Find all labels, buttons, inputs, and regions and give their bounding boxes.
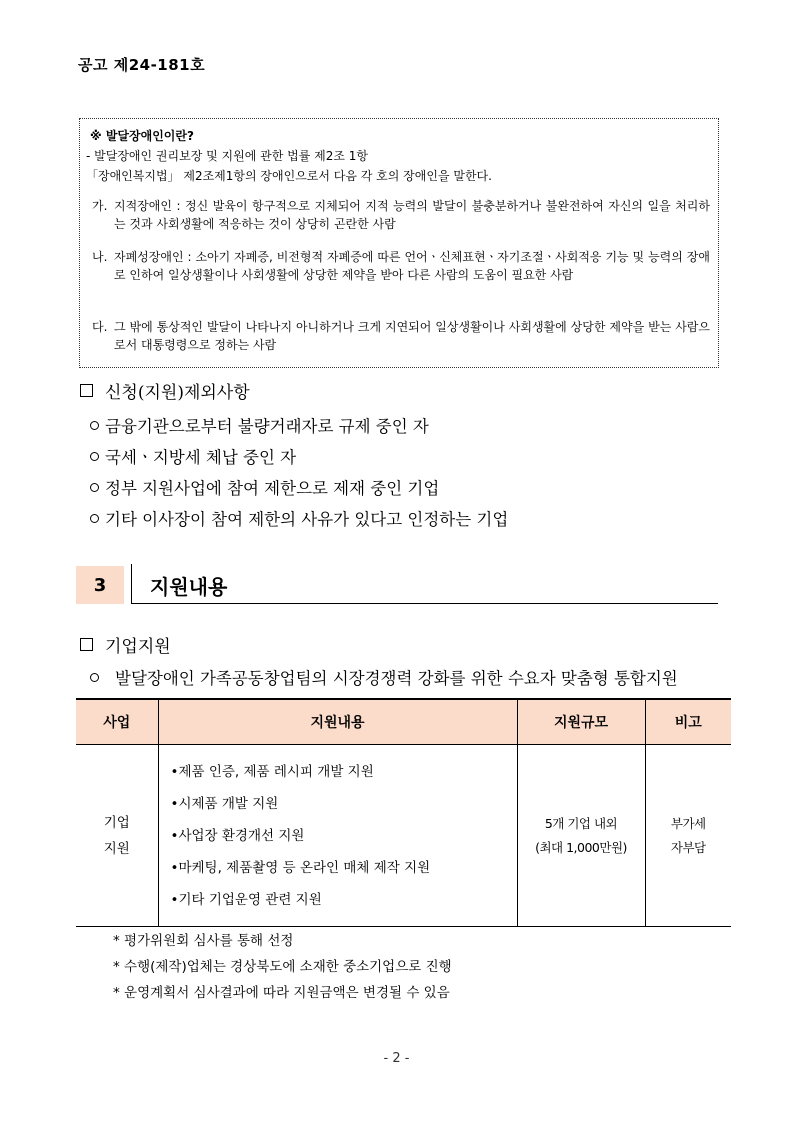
content-cell	[158, 745, 517, 927]
page-number: - 2 -	[383, 1051, 410, 1066]
support-bullet-text: 발달장애인 가족공동창업팀의 시장경쟁력 강화를 위한 수요자 맞춤형 통합지원	[115, 669, 678, 688]
project-line1: 기업	[103, 814, 130, 831]
definition-item	[92, 197, 710, 233]
table-row	[76, 745, 731, 927]
exclusion-item-text: 국세ㆍ지방세 체납 중인 자	[105, 448, 297, 467]
definition-item-text: 지적장애인 : 정신 발육이 항구적으로 지체되어 지적 능력의 발달이 불충분하거나 불완전하여 자신의 일을 처리하는 것과 사회생활에 적응하는 것이 상당히 곤란한 사람	[114, 199, 710, 231]
scale-line1: 5개 기업 내외	[544, 815, 618, 831]
project-line2: 지원	[103, 840, 130, 857]
exclusion-item	[90, 413, 429, 437]
definition-item-text: 자폐성장애인 : 소아기 자폐증, 비전형적 자폐증에 따른 언어ㆍ신체표현ㆍ자기조절ㆍ사회적응 기능 및 능력의 장애로 인하여 일상생활이나 사회생활에 상당한 제약을 받아 다른 사람의 도움이 필요한 사람	[114, 250, 710, 282]
content-item: •시제품 개발 지원	[170, 795, 279, 812]
circle-bullet-icon	[90, 673, 99, 682]
section-divider	[131, 564, 132, 604]
remarks-line2: 자부담	[670, 839, 706, 855]
footnote: * 운영계획서 심사결과에 따라 지원금액은 변경될 수 있음	[113, 985, 450, 1001]
content-item: •제품 인증, 제품 레시피 개발 지원	[170, 763, 374, 780]
content-item: •마케팅, 제품촬영 등 온라인 매체 제작 지원	[170, 859, 431, 876]
definition-title: ※ 발달장애인이란?	[90, 129, 194, 143]
project-cell	[76, 745, 158, 927]
exclusions-heading-text: 신청(지원)제외사항	[105, 383, 250, 403]
definition-item-marker: 나.	[92, 250, 108, 264]
remarks-cell	[645, 745, 731, 927]
footnote: * 평가위원회 심사를 통해 선정	[113, 933, 294, 949]
circle-bullet-icon	[90, 483, 99, 492]
section-number: 3	[76, 566, 124, 604]
table-header-row	[76, 699, 731, 745]
definition-box	[79, 118, 719, 368]
header-project: 사업	[76, 699, 158, 745]
square-bullet-icon	[80, 384, 93, 397]
definition-item	[92, 318, 710, 354]
circle-bullet-icon	[90, 452, 99, 461]
exclusion-item	[90, 475, 439, 499]
definition-item	[92, 248, 710, 284]
circle-bullet-icon	[90, 421, 99, 430]
header-remarks: 비고	[645, 699, 731, 745]
header-scale: 지원규모	[517, 699, 645, 745]
section-title: 지원내용	[150, 575, 228, 599]
exclusion-item-text: 기타 이사장이 참여 제한의 사유가 있다고 인정하는 기업	[105, 510, 509, 529]
support-subheading-text: 기업지원	[105, 637, 171, 657]
content-item: •사업장 환경개선 지원	[170, 827, 305, 844]
exclusion-item-text: 금융기관으로부터 불량거래자로 규제 중인 자	[105, 417, 429, 436]
notice-number: 공고 제24-181호	[78, 56, 206, 74]
support-table	[76, 698, 731, 927]
header-content: 지원내용	[158, 699, 517, 745]
definition-item-text: 그 밖에 통상적인 발달이 나타나지 아니하거나 크게 지연되어 일상생활이나 사회생활에 상당한 제약을 받는 사람으로서 대통령령으로 정하는 사람	[114, 320, 710, 352]
scale-line2: (최대 1,000만원)	[535, 839, 627, 855]
exclusions-heading	[80, 378, 250, 403]
exclusion-item-text: 정부 지원사업에 참여 제한으로 제재 중인 기업	[105, 479, 440, 498]
definition-item-marker: 다.	[92, 320, 108, 334]
exclusion-item	[90, 444, 296, 468]
definition-basis-line2: 「장애인복지법」 제2조제1항의 장애인으로서 다음 각 호의 장애인을 말한다.	[86, 169, 492, 183]
scale-cell	[517, 745, 645, 927]
remarks-line1: 부가세	[670, 815, 706, 831]
square-bullet-icon	[80, 638, 93, 651]
support-subheading	[80, 632, 171, 657]
exclusion-item	[90, 506, 508, 530]
section-underline	[131, 603, 718, 604]
definition-item-marker: 가.	[92, 199, 108, 213]
circle-bullet-icon	[90, 514, 99, 523]
support-bullet	[90, 665, 678, 689]
footnote: * 수행(제작)업체는 경상북도에 소재한 중소기업으로 진행	[113, 959, 452, 975]
content-item: •기타 기업운영 관련 지원	[170, 891, 322, 908]
definition-basis-line1: - 발달장애인 권리보장 및 지원에 관한 법률 제2조 1항	[86, 149, 368, 163]
